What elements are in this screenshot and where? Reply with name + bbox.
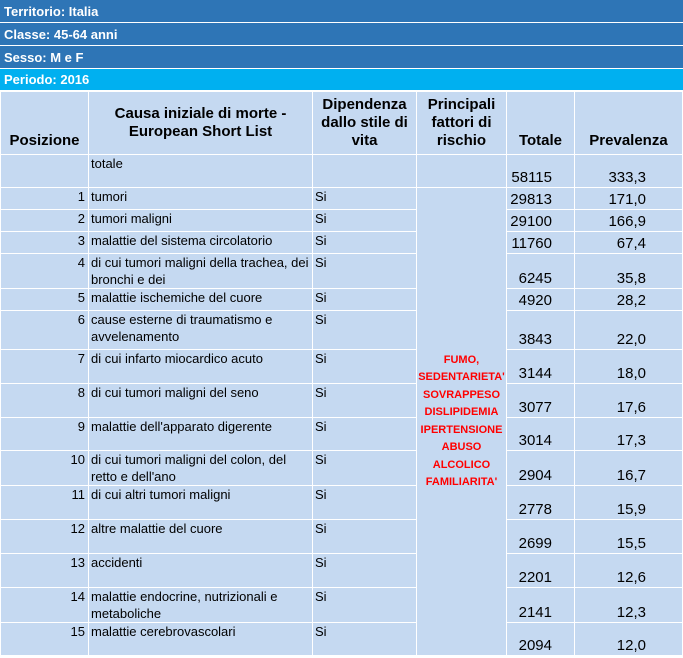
cell-causa: di cui tumori maligni del seno <box>89 384 313 418</box>
cell-prevalenza: 12,6 <box>575 554 683 588</box>
cell-prevalenza: 15,9 <box>575 486 683 520</box>
filter-classe: Classe: 45-64 anni <box>0 23 683 46</box>
cell-posizione: 10 <box>1 451 89 486</box>
table-row <box>1 232 683 254</box>
cell-totale: 2699 <box>507 520 575 554</box>
cell-causa: altre malattie del cuore <box>89 520 313 554</box>
cell-causa: totale <box>89 155 313 188</box>
cell-posizione: 5 <box>1 289 89 311</box>
cell-prevalenza: 333,3 <box>575 155 683 188</box>
cell-causa: cause esterne di traumatismo e avvelenamento <box>89 311 313 350</box>
cell-causa: di cui infarto miocardico acuto <box>89 350 313 384</box>
cell-dipendenza: Si <box>313 451 417 486</box>
cell-dipendenza: Si <box>313 311 417 350</box>
risk-factor: FAMILIARITA' <box>425 476 498 488</box>
table-row <box>1 384 683 418</box>
cell-prevalenza: 67,4 <box>575 232 683 254</box>
col-header-posizione: Posizione <box>1 92 89 155</box>
table-row <box>1 451 683 486</box>
risk-factor: ABUSO <box>441 441 482 453</box>
cell-totale: 3843 <box>507 311 575 350</box>
table-row <box>1 588 683 623</box>
cell-prevalenza: 18,0 <box>575 350 683 384</box>
cell-causa: di cui altri tumori maligni <box>89 486 313 520</box>
cell-prevalenza: 171,0 <box>575 188 683 210</box>
table-row <box>1 554 683 588</box>
table-row <box>1 210 683 232</box>
col-header-fattori: Principali fattori di rischio <box>417 92 507 155</box>
cell-dipendenza: Si <box>313 554 417 588</box>
cell-dipendenza: Si <box>313 289 417 311</box>
cell-causa: di cui tumori maligni della trachea, dei bronchi e dei <box>89 254 313 289</box>
cell-causa: malattie del sistema circolatorio <box>89 232 313 254</box>
cell-totale: 29100 <box>507 210 575 232</box>
col-header-prevalenza: Prevalenza <box>575 92 683 155</box>
col-header-causa: Causa iniziale di morte - European Short List <box>89 92 313 155</box>
risk-factor: IPERTENSIONE <box>420 423 503 436</box>
cell-posizione: 13 <box>1 554 89 588</box>
cell-posizione: 7 <box>1 350 89 384</box>
cell-dipendenza: Si <box>313 520 417 554</box>
cell-posizione: 4 <box>1 254 89 289</box>
table-row <box>1 254 683 289</box>
table-row <box>1 155 683 188</box>
cell-totale: 2141 <box>507 588 575 623</box>
cell-dipendenza: Si <box>313 210 417 232</box>
cell-posizione: 15 <box>1 623 89 656</box>
table-row <box>1 520 683 554</box>
cell-dipendenza: Si <box>313 232 417 254</box>
cell-totale: 2201 <box>507 554 575 588</box>
cell-prevalenza: 15,5 <box>575 520 683 554</box>
cell-causa: malattie endocrine, nutrizionali e metaboliche <box>89 588 313 623</box>
cell-dipendenza: Si <box>313 350 417 384</box>
cell-causa: tumori <box>89 188 313 210</box>
cell-dipendenza: Si <box>313 486 417 520</box>
filter-periodo: Periodo: 2016 <box>0 69 683 91</box>
col-header-dipendenza: Dipendenza dallo stile di vita <box>313 92 417 155</box>
cell-prevalenza: 17,6 <box>575 384 683 418</box>
mortality-table <box>0 91 683 656</box>
cell-dipendenza: Si <box>313 418 417 451</box>
cell-causa: malattie cerebrovascolari <box>89 623 313 656</box>
cell-prevalenza: 166,9 <box>575 210 683 232</box>
risk-factor: ALCOLICO <box>432 458 491 471</box>
risk-factor: FUMO, <box>443 353 480 366</box>
table-row <box>1 350 683 384</box>
cell-prevalenza: 35,8 <box>575 254 683 289</box>
cell-prevalenza: 12,0 <box>575 623 683 656</box>
cell-totale: 4920 <box>507 289 575 311</box>
risk-factor: SOVRAPPESO <box>422 388 501 401</box>
cell-prevalenza: 12,3 <box>575 588 683 623</box>
cell-totale: 11760 <box>507 232 575 254</box>
cell-prevalenza: 17,3 <box>575 418 683 451</box>
cell-posizione: 11 <box>1 486 89 520</box>
cell-posizione: 14 <box>1 588 89 623</box>
risk-factor: SEDENTARIETA' <box>418 371 505 383</box>
table-row <box>1 311 683 350</box>
cell-posizione: 2 <box>1 210 89 232</box>
cell-totale: 2094 <box>507 623 575 656</box>
cell-totale: 6245 <box>507 254 575 289</box>
cell-posizione: 12 <box>1 520 89 554</box>
col-header-totale: Totale <box>507 92 575 155</box>
filter-sesso: Sesso: M e F <box>0 46 683 69</box>
cell-dipendenza: Si <box>313 188 417 210</box>
cell-posizione: 1 <box>1 188 89 210</box>
table-row <box>1 289 683 311</box>
cell-causa: accidenti <box>89 554 313 588</box>
risk-factors-cell <box>417 188 507 656</box>
cell-posizione: 9 <box>1 418 89 451</box>
risk-factor: DISLIPIDEMIA <box>424 406 499 418</box>
cell-dipendenza <box>313 155 417 188</box>
filter-territorio: Territorio: Italia <box>0 0 683 23</box>
cell-totale: 3144 <box>507 350 575 384</box>
cell-causa: di cui tumori maligni del colon, del retto e dell'ano <box>89 451 313 486</box>
cell-posizione: 3 <box>1 232 89 254</box>
cell-fattori-empty <box>417 155 507 188</box>
cell-totale: 2904 <box>507 451 575 486</box>
cell-totale: 3014 <box>507 418 575 451</box>
cell-prevalenza: 22,0 <box>575 311 683 350</box>
cell-totale: 29813 <box>507 188 575 210</box>
cell-dipendenza: Si <box>313 254 417 289</box>
cell-totale: 2778 <box>507 486 575 520</box>
cell-causa: malattie dell'apparato digerente <box>89 418 313 451</box>
cell-dipendenza: Si <box>313 623 417 656</box>
table-row <box>1 623 683 656</box>
table-row <box>1 188 683 210</box>
cell-prevalenza: 28,2 <box>575 289 683 311</box>
cell-posizione: 8 <box>1 384 89 418</box>
cell-totale: 3077 <box>507 384 575 418</box>
cell-dipendenza: Si <box>313 384 417 418</box>
cell-totale: 58115 <box>507 155 575 188</box>
cell-causa: tumori maligni <box>89 210 313 232</box>
cell-causa: malattie ischemiche del cuore <box>89 289 313 311</box>
cell-dipendenza: Si <box>313 588 417 623</box>
cell-posizione: 6 <box>1 311 89 350</box>
cell-posizione <box>1 155 89 188</box>
table-row <box>1 418 683 451</box>
table-row <box>1 486 683 520</box>
cell-prevalenza: 16,7 <box>575 451 683 486</box>
